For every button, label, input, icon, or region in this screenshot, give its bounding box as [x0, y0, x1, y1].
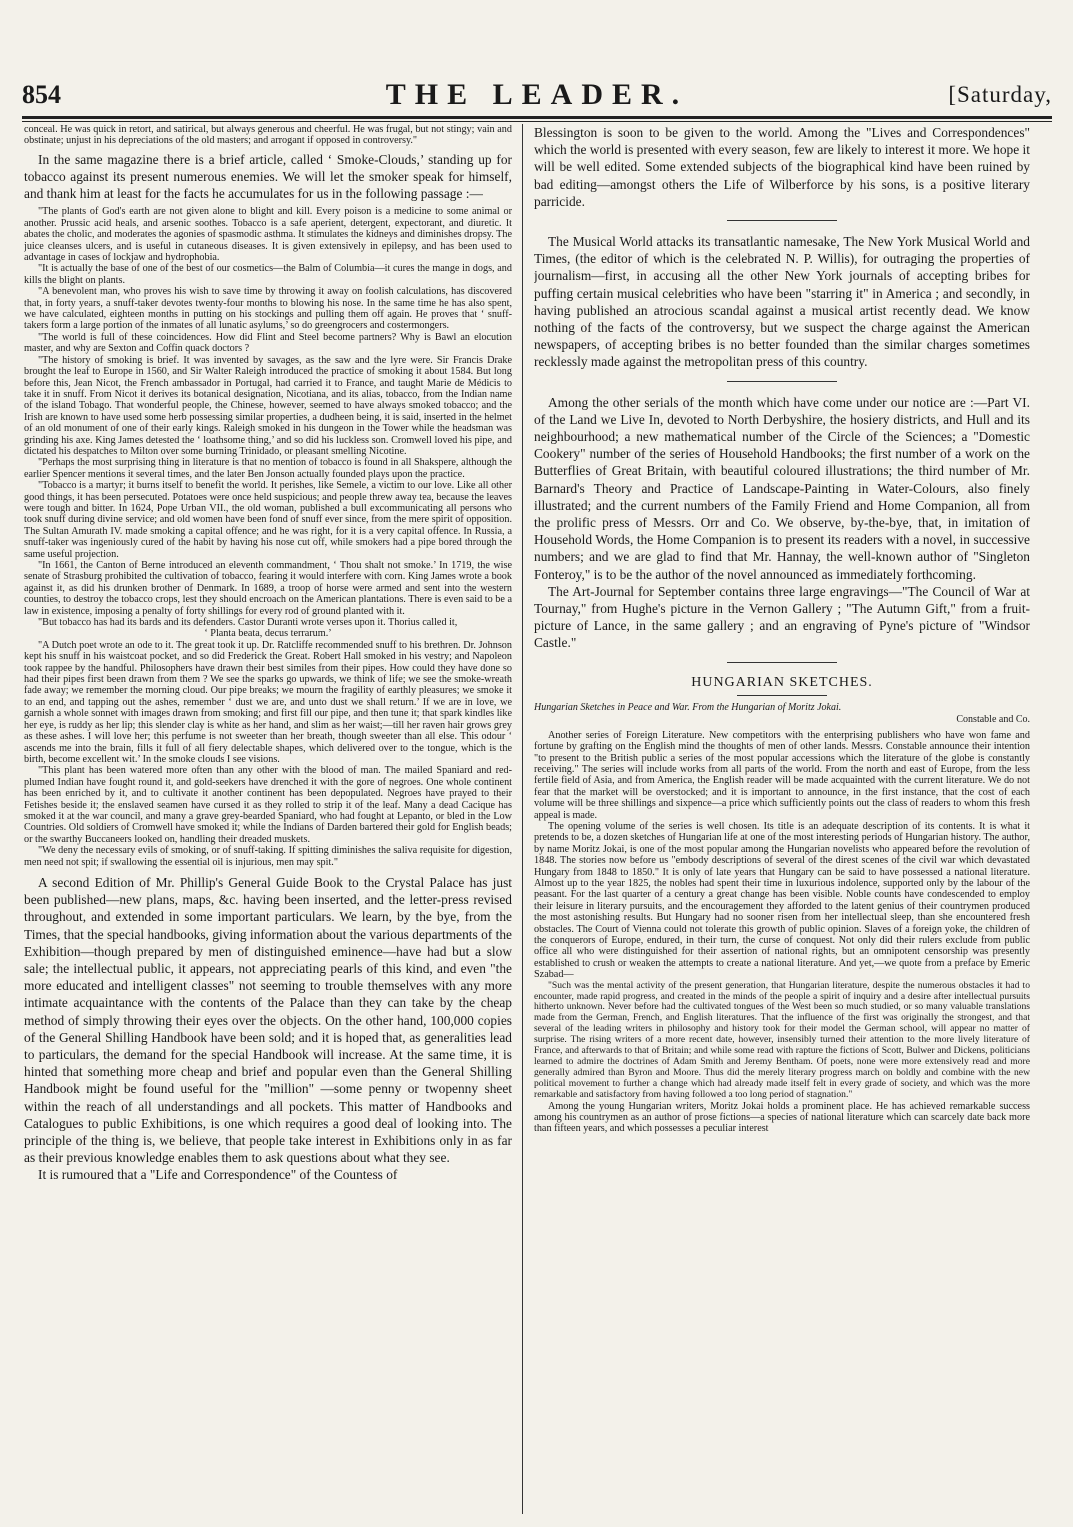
review-quote: "Such was the mental activity of the present generation, that Hungarian literature, despite the numerous obstacles it had to encounter, made rapid progress, and created in the minds of the people a spirit of inquiry and a desire after intellectual pursuits hitherto unknown. Never before had the cultivated tongues of the West been so much studied, or so many valuable translations made from the German, French, and English literatures. That the influence of the first was originally the strongest, and that several of the leading writers in philosophy and history took for their model the German school, will appear no matter of surprise. The rising writers of a more recent date, however, insensibly turned their attention to the more lively literature of France, and afterwards to that of Britain; and while some read with rapture the fictions of Scott, Bulwer and Dickens, politicians learned to admire the doctrines of Adam Smith and Jeremy Bentham. Of poets, none were more extensively read and more generally admired than Byron and Moore. Thus did the merely literary progress march on boldly and combine with the new political movement to further a change which had already made itself felt in every grade of society, and which was the more remarkable and satisfactory from having followed a too long period of stagnation." — [534, 979, 1030, 1100]
left-paragraph-4: It is rumoured that a "Life and Correspondence" of the Countess of — [38, 1167, 398, 1183]
column-divider — [522, 124, 523, 1514]
right-paragraph-3: Among the other serials of the month which have come under our notice are :—Part VI. of the Land we Live In, devoted to North Derbyshire, the hosiery districts, and Hull and its neighbourhood; a new mathematical number of the Circle of the Sciences; a "Domestic Cookery" number of the series of Household Handbooks; the first number of a work on the Butterflies of Great Britain, with beautiful coloured illustrations; the third number of Mr. Barnard's Theory and Practice of Landscape-Painting in Water-Colours, also finely illustrated; and the current numbers of the Family Friend and Home Companion, all from the prolific press of Messrs. Orr and Co. We observe, by-the-bye, that, in imitation of Household Words, the Home Companion is to present its readers with a novel, in successive numbers; and we are glad to find that Mr. Hannay, the well-known author of "Singleton Fonteroy," is to be the author of the novel announced as immediately forthcoming. — [534, 394, 1030, 582]
issue-day: [Saturday, — [948, 82, 1052, 107]
quote-paragraph-4: "The world is full of these coincidences. How did Flint and Steel become partners? Why is Bawl an elocution master, and why are Sexton and Coffin quack doctors ? — [24, 331, 512, 355]
book-title: Hungarian Sketches in Peace and War. From the Hungarian of Moritz Jokai. — [534, 701, 842, 713]
review-paragraph-2: The opening volume of the series is well chosen. Its title is an adequate description of its contents. It is what it pretends to be, a dozen sketches of Hungarian life at one of the most interesting periods of Hungarian history. The author, by name Moritz Jokai, is one of the most popular among the Hungarian novelists who appeared before the revolution of 1848. The stories now before us "embody descriptions of several of the direst scenes of the civil war which devastated Hungary from 1848 to 1850." It is only of late years that Hungary can be said to have possessed a national literature. Almost up to the year 1825, the nobles had spent their time in luxurious indolence, supported only by the labour of the peasant. For the last quarter of a century a great change has been visible. Noble counts have condescended to employ their leisure in literary pursuits, and the encouragement they afforded to the latent genius of their countrymen produced the most astonishing results. But Hungary had no sooner risen from her intellectual sleep, than she encountered fresh obstacles. The Court of Vienna could not tolerate this growth of public opinion. Slaves of a foreign yoke, the children of the conquerors of Europe, endured, in their turn, the curse of conquest. Not only did their rulers exclude from public office all who were distinguished for their assertion of national rights, but an omnipotent censorship was presently established to crush or weaken the attempts to create a national literature. And yet,—we quote from a preface by Emeric Szabad— — [534, 820, 1030, 981]
right-column — [534, 124, 1030, 1520]
quote-paragraph-6: "Perhaps the most surprising thing in literature is that no mention of tobacco is found in all Shakspere, although the earlier Spencer mentions it several times, and the later Ben Jonson actually founded plays upon the practice. — [24, 457, 512, 480]
separator-rule — [727, 381, 837, 382]
quote-paragraph-10: "A Dutch poet wrote an ode to it. The great took it up. Dr. Ratcliffe recommended snuff to his brethren. Dr. Johnson kept his snuff in his waistcoat pocket, and so did Frederick the Great. Robert Hall smoked in his vestry; and Napoleon took rappee by the handful. Philosophers have drawn their best similes from their pipes. How could they have done so had their pipes first been drawn from them ? We see the sparks go upwards, we think of life; we see the smoke-wreath fade away; we remember the morning cloud. Our pipe breaks; we mourn the fragility of earthly pleasures; we smoke it to an end, and tapping out the ashes, remember ‘ dust we are, and unto dust we shall return.’ If we are in love, we garnish a whole sonnet with images drawn from smoking; and first fill our pipe, and then tune it; that spark kindles like her eye, is ruddy as her lip; this slender clay is white as her hand, and slim as her waist;—till her raven hair grows grey as these ashes. I will love her; this perfume is not sweeter than her breath, though sweeter than all else. This odour ‘ ascends me into the brain, fills it full of all fiery delectable shapes, which delivered over to the tongue, which is the birth, become excellent wit.’ In the smoke clouds I see visions. — [24, 639, 512, 765]
review-paragraph-3: Among the young Hungarian writers, Moritz Jokai holds a prominent place. He has achieved remarkable success among his countrymen as an author of prose fictions—a species of national literature which can scarcely date back more than fifteen years, and which possesses a peculiar interest — [534, 1100, 1030, 1135]
left-column — [24, 124, 512, 1520]
header-rule-thin — [22, 121, 1052, 122]
quote-paragraph-8: "In 1661, the Canton of Berne introduced an eleventh commandment, ‘ Thou shalt not smoke.’ In 1719, the wise senate of Strasburg prohibited the cultivation of tobacco, fearing it would interfere with corn. King James wrote a book against it, as did his drunken brother of Denmark. In 1689, a troop of horse were armed and sent into the western counties, to destroy the tobacco crops, lest they should encroach on the American plantations. There is even said to be a law in existence, imposing a penalty of forty shillings for every rod of ground planted with it. — [24, 560, 512, 617]
quote-paragraph-2: "It is actually the base of one of the best of our cosmetics—the Balm of Columbia—it cures the mange in dogs, and kills the blight on plants. — [24, 263, 512, 286]
separator-rule — [727, 220, 837, 221]
right-paragraph-2: The Musical World attacks its transatlantic namesake, The New York Musical World and Times, (the editor of which is the celebrated N. P. Willis), for outraging the properties of journalism—first, in accusing all the other New York journals of accepting bribes for puffing certain musical celebrities who have been "starring it" in America ; and secondly, in having published an atrocious scandal against a musical artist recently dead. We know nothing of the facts of the controversy, but we suspect the charge against the American newspapers, of accepting bribes is no better founded than the similar charges sometimes recklessly made against the metropolitan press of this country. — [534, 234, 1030, 370]
left-paragraph-3: A second Edition of Mr. Phillip's General Guide Book to the Crystal Palace has just been published—new plans, maps, &c. having been inserted, and the letter-press revised throughout, and extended in some important particulars. We learn, by the bye, from the Times, that the special handbooks, giving information about the various departments of the Exhibition—though prepared by men of distinguished eminence—have had but a slow sale; the intellectual public, it appears, not appreciating pearls of this kind, and even "the more educated and intelligent classes" not seeming to trouble themselves with any more intimate acquaintance with the contents of the Palace than they can take by the cheap method of simply throwing their eyes over the objects. On the other hand, 100,000 copies of the General Shilling Handbook have been sold; and it is hoped that, as generalities lead to particulars, the demand for the special Handbook will increase. At the same time, it is hinted that something more cheap and brief and popular even than the General Shilling Handbook might be found useful for the "million" —some penny or twopenny sheet within the reach of all understandings and all pockets. This matter of Handbooks and Catalogues to public Exhibitions, is one which requires a good deal of looking into. The principle of the thing is, we believe, that people take interest in Exhibitions only in as far as their previous knowledge enables them to ask questions about what they see. — [24, 874, 512, 1166]
page-header — [22, 76, 1052, 112]
right-paragraph-1: Blessington is soon to be given to the world. Among the "Lives and Correspondences" which the world is presented with every season, few are likely to interest it more. We hope it will be well edited. Some extended subjects of the biographical kind have been ruined by bad editing—amongst others the Life of Wilberforce by his sons, is a positive literary parricide. — [534, 125, 1030, 209]
separator-rule — [727, 662, 837, 663]
left-paragraph-2: In the same magazine there is a brief article, called ‘ Smoke-Clouds,’ standing up for tobacco against its present numerous enemies. We will let the smoker speak for himself, and thank him at least for the facts he accumulates for us in the following passage :— — [24, 151, 512, 202]
quote-paragraph-1: "The plants of God's earth are not given alone to blight and kill. Every poison is a medicine to some animal or another. Prussic acid heals, and arsenic soothes. Tobacco is a safe aperient, detergent, expectorant, and diuretic. It abates the cholic, and moderates the agonies of spasmodic asthma. It stimulates the kidneys and diminishes dropsy. The juice cleanses ulcers, and is useful in cutaneous diseases. It is given extensively in epilepsy, and has been used to advantage in cases of lockjaw and hydrophobia. — [24, 206, 512, 264]
quote-paragraph-7: "Tobacco is a martyr; it burns itself to benefit the world. It perishes, like Semele, a victim to our love. Like all other good things, it has been persecuted. Potatoes were once held suspicious; and people threw away tea, because the leaves were tough and bitter. In 1624, Pope Urban VII., the old woman, published a bull excommunicating all persons who took snuff during divine service; and old women have been fond of snuff ever since, from the mere spirit of opposition. The Sultan Amurath IV. made smoking a capital offence; and he was right, for it is a very capital offence. In Russia, a snuff-taker was ingeniously cured of the habit by having his nose cut off, while smokers had a pipe bored through the same useful projection. — [24, 480, 512, 560]
page-number: 854 — [22, 80, 61, 109]
quote-verse: ‘ Planta beata, decus terrarum.’ — [204, 628, 332, 640]
quote-paragraph-12: "We deny the necessary evils of smoking, or of snuff-taking. If spitting diminishes the saliva requisite for digestion, men need not spit; if swallowing the essential oil is injurious, men may spit." — [24, 845, 512, 868]
quote-paragraph-5: "The history of smoking is brief. It was invented by savages, as the saw and the lyre were. Sir Francis Drake brought the leaf to Europe in 1560, and Sir Walter Raleigh introduced the practice of smoking it about 1584. But long before this, Jean Nicot, the French ambassador in Portugal, had carried it to France, and taught Marie de Médicis to take it in snuff. From Nicot it derives its botanical designation, Nicotiana, and its alias, tobacco, from the Indian name of the island Tobago. That wonderful people, the Chinese, however, seemed to have always smoked tobacco; and the Irish are known to have used some herb possessing similar properties, a dudheen being, it is said, inserted in the helmet of an old monument of one of their early kings. Raleigh smoked in his dungeon in the Tower while the headsman was grinding his axe. King James detested the ‘ loathsome thing,’ and so did his luckless son. Cromwell loved his pipe, and dictated his despatches to Milton over some burning Trinidado, or pleasant smelling Nicotine. — [24, 354, 512, 457]
right-paragraph-4: The Art-Journal for September contains three large engravings—"The Council of War at Tournay," from Hughe's picture in the Vernon Gallery ; "The Autumn Gift," from a fruit-picture of Lance, in the same gallery ; and an engraving of Pyne's picture of "Windsor Castle." — [534, 583, 1030, 651]
quote-paragraph-3: "A benevolent man, who proves his wish to save time by throwing it away on foolish calculations, has discovered that, in forty years, a snuff-taker devotes twenty-four months to blowing his nose. In the same time he has also spent, we have calculated, eighteen months in putting on his stockings and pulling them off again. He proves that ‘ snuff-takers form a large portion of the inmates of all lunatic asylums,’ so do greengrocers and costermongers. — [24, 286, 512, 332]
section-heading: HUNGARIAN SKETCHES. — [691, 674, 873, 690]
quote-paragraph-11: "This plant has been watered more often than any other with the blood of man. The mailed Spaniard and red-plumed Indian have fought round it, and gold-seekers have drenched it with the gore of negroes. One whole continent has been enriched by it, and to cultivate it another continent has been depopulated. Negroes have prayed to their Fetishes beside it; the enslaved seamen have cursed it as they rolled to strip it of the leaf. Many a dead Cacique has smoked it at the war council, and many a grave grey-bearded Spaniard, who had fought at Lepanto, or bled in the Low Countries. Old soldiers of Cromwell have smoked it; while the Indians of Darden bartered their gold for English beads; or the swarthy Buccaneers looked on, handling their dreaded muskets. — [24, 765, 512, 845]
book-publisher: Constable and Co. — [956, 713, 1030, 725]
heading-rule — [737, 695, 827, 696]
masthead-title: THE LEADER. — [385, 78, 689, 111]
left-paragraph-1: conceal. He was quick in retort, and satirical, but always generous and cheerful. He was frugal, but not stingy; vain and obstinate; unjust in his depreciations of the old masters; and arrogant if opposed in controversy." — [24, 124, 512, 147]
quote-paragraph-9: "But tobacco has had its bards and its defenders. Castor Duranti wrote verses upon it. Thorius called it, — [38, 617, 458, 629]
header-rule-thick — [22, 116, 1052, 119]
review-paragraph-1: Another series of Foreign Literature. New competitors with the enterprising publishers who have won fame and fortune by grafting on the English mind the thoughts of men of other lands. Messrs. Constable announce their intention "to present to the British public a series of the most popular accessions which the literature of the globe is constantly receiving." The series will include works from all parts of the world. From the north and east of Europe, from the less fertile field of Asia, and from America, the English reader will be made acquainted with the current literature. We do not fear that the market will be overstocked; and it is important to announce, in the first instance, that the cost of each volume will be three shillings and sixpence—a price which sufficiently points out the class of readers to whom this fresh appeal is made. — [534, 729, 1030, 821]
